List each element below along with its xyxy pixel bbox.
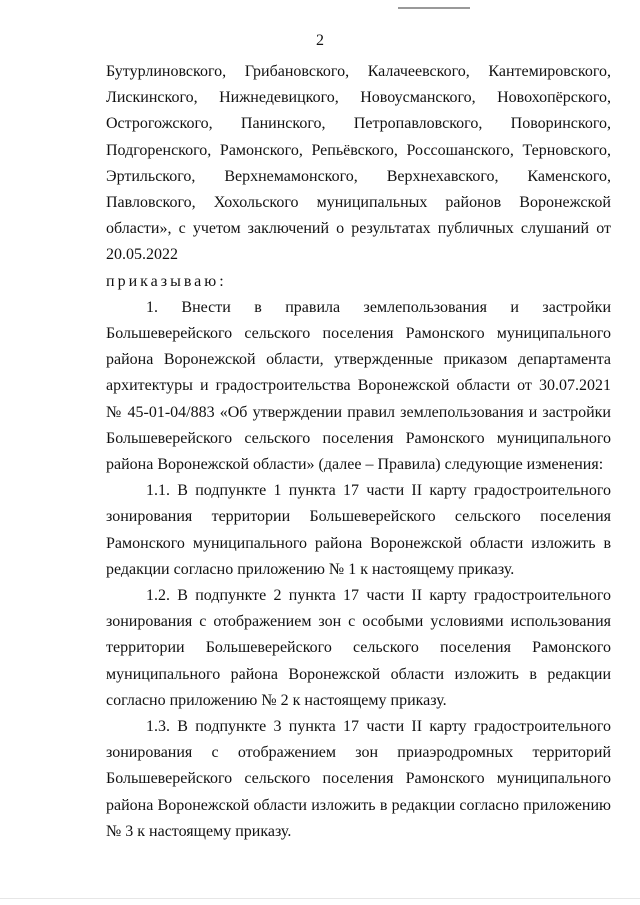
intro-paragraph: Бутурлиновского, Грибановского, Калачеевского, Кантемировского, Лискинского, Нижнедевицкого, Новоусманского, Новохопёрского, Острогожского, Панинского, Петропавловского, Поворинского, Подгоренского, Рамонского, Репьёвского, Россошанского, Терновского, Эртильского, Верхнемамонского, Верхнехавского, Каменского, Павловского, Хохольского муниципальных районов Воронежской области», с учетом заключений о результатах публичных слушаний от 20.05.2022 bbox=[106, 63, 611, 264]
paragraph-1: 1. Внести в правила землепользования и застройки Большеверейского сельского поселения Рамонского муниципального района Воронежской области, утвержденные приказом департамента архитектуры и градостроительства Воронежской области от 30.07.2021 № 45-01-04/883 «Об утверждении правил землепользования и застройки Большеверейского сельского поселения Рамонского муниципального района Воронежской области» (далее – Правила) следующие изменения: bbox=[106, 298, 611, 474]
paragraph-1-1: 1.1. В подпункте 1 пункта 17 части II карту градостроительного зонирования территории Большеверейского сельского поселения Рамонского муниципального района Воронежской области изложить в редакции согласно приложению № 1 к настоящему приказу. bbox=[106, 482, 611, 578]
document-body bbox=[106, 59, 611, 845]
page-number: 2 bbox=[316, 32, 324, 49]
decree-word: приказываю: bbox=[106, 272, 227, 290]
paragraph-1-2: 1.2. В подпункте 2 пункта 17 части II карту градостроительного зонирования с отображением зон с особыми условиями использования территории Большеверейского сельского поселения Рамонского муниципального района Воронежской области изложить в редакции согласно приложению № 2 к настоящему приказу. bbox=[106, 587, 611, 709]
top-edge-mark bbox=[398, 0, 470, 9]
page-bottom-edge bbox=[0, 898, 640, 899]
paragraph-1-3: 1.3. В подпункте 3 пункта 17 части II карту градостроительного зонирования с отображением зон приаэродромных территорий Большеверейского сельского поселения Рамонского муниципального района Воронежской области изложить в редакции согласно приложению № 3 к настоящему приказу. bbox=[106, 718, 611, 840]
